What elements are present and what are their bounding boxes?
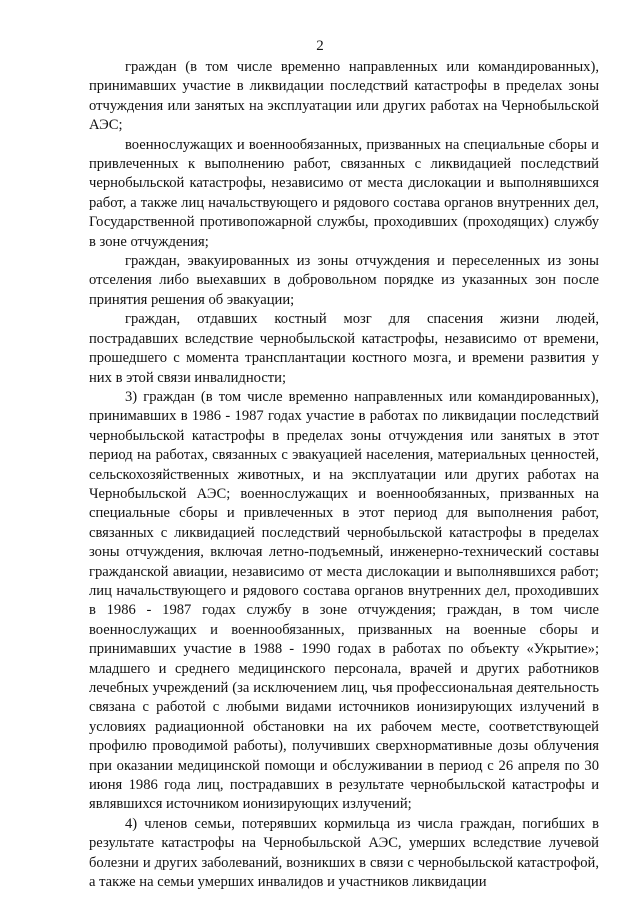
- page-number: 2: [316, 38, 324, 54]
- paragraph-item-3: 3) граждан (в том числе временно направленных или командированных), принимавших в 1986 - 1987 годах участие в работах по ликвидации последствий чернобыльской катастрофы в пределах зоны отчуждения или занятых в этот период на работах, связанных с эвакуацией населения, материальных ценностей, сельскохозяйственных животных, и на эксплуатации или других работах на Чернобыльской АЭС; военнослужащих и военнообязанных, призванных на специальные сборы и привлеченных в этот период для выполнения работ, связанных с ликвидацией последствий чернобыльской катастрофы в пределах зоны отчуждения, включая летно-подъемный, инженерно-технический составы гражданской авиации, независимо от места дислокации и выполнявшихся работ; лиц начальствующего и рядового состава органов внутренних дел, проходивших в 1986 - 1987 годах службу в зоне отчуждения; граждан, в том числе военнослужащих и военнообязанных, призванных на военные сборы и принимавших участие в 1988 - 1990 годах в работах по объекту «Укрытие»; младшего и среднего медицинского персонала, врачей и других работников лечебных учреждений (за исключением лиц, чья профессиональная деятельность связана с работой с любыми видами источников ионизирующих излучений в условиях радиационной обстановки на их рабочем месте, соответствующей профилю проводимой работы), получивших сверхнормативные дозы облучения при оказании медицинской помощи и обслуживании в период с 26 апреля по 30 июня 1986 года лиц, пострадавших в результате чернобыльской катастрофы и являвшихся источником ионизирующих излучений;: [89, 388, 599, 813]
- paragraph-citizens-liquidation: граждан (в том числе временно направленных или командированных), принимавших участие в ликвидации последствий катастрофы в пределах зоны отчуждения или занятых на эксплуатации или других работах на Чернобыльской АЭС;: [89, 59, 599, 134]
- paragraph-evacuated-citizens: граждан, эвакуированных из зоны отчуждения и переселенных из зоны отселения либо выехавших в добровольном порядке из указанных зон после принятия решения об эвакуации;: [89, 253, 599, 308]
- paragraph-servicemen-special-training: военнослужащих и военнообязанных, призванных на специальные сборы и привлеченных к выполнению работ, связанных с ликвидацией последствий чернобыльской катастрофы, независимо от места дислокации и выполнявшихся работ, а также лиц начальствующего и рядового состава органов внутренних дел, Государственной противопожарной службы, проходивших (проходящих) службу в зоне отчуждения;: [89, 136, 599, 250]
- paragraph-item-4: 4) членов семьи, потерявших кормильца из числа граждан, погибших в результате катастрофы на Чернобыльской АЭС, умерших вследствие лучевой болезни и других заболеваний, возникших в связи с чернобыльской катастрофой, а также на семьи умерших инвалидов и участников ликвидации: [89, 815, 599, 891]
- document-body: [89, 58, 599, 892]
- paragraph-bone-marrow-donors: граждан, отдавших костный мозг для спасения жизни людей, пострадавших вследствие чернобыльской катастрофы, независимо от времени, прошедшего с момента трансплантации костного мозга, и времени развития у них в этой связи инвалидности;: [89, 311, 599, 386]
